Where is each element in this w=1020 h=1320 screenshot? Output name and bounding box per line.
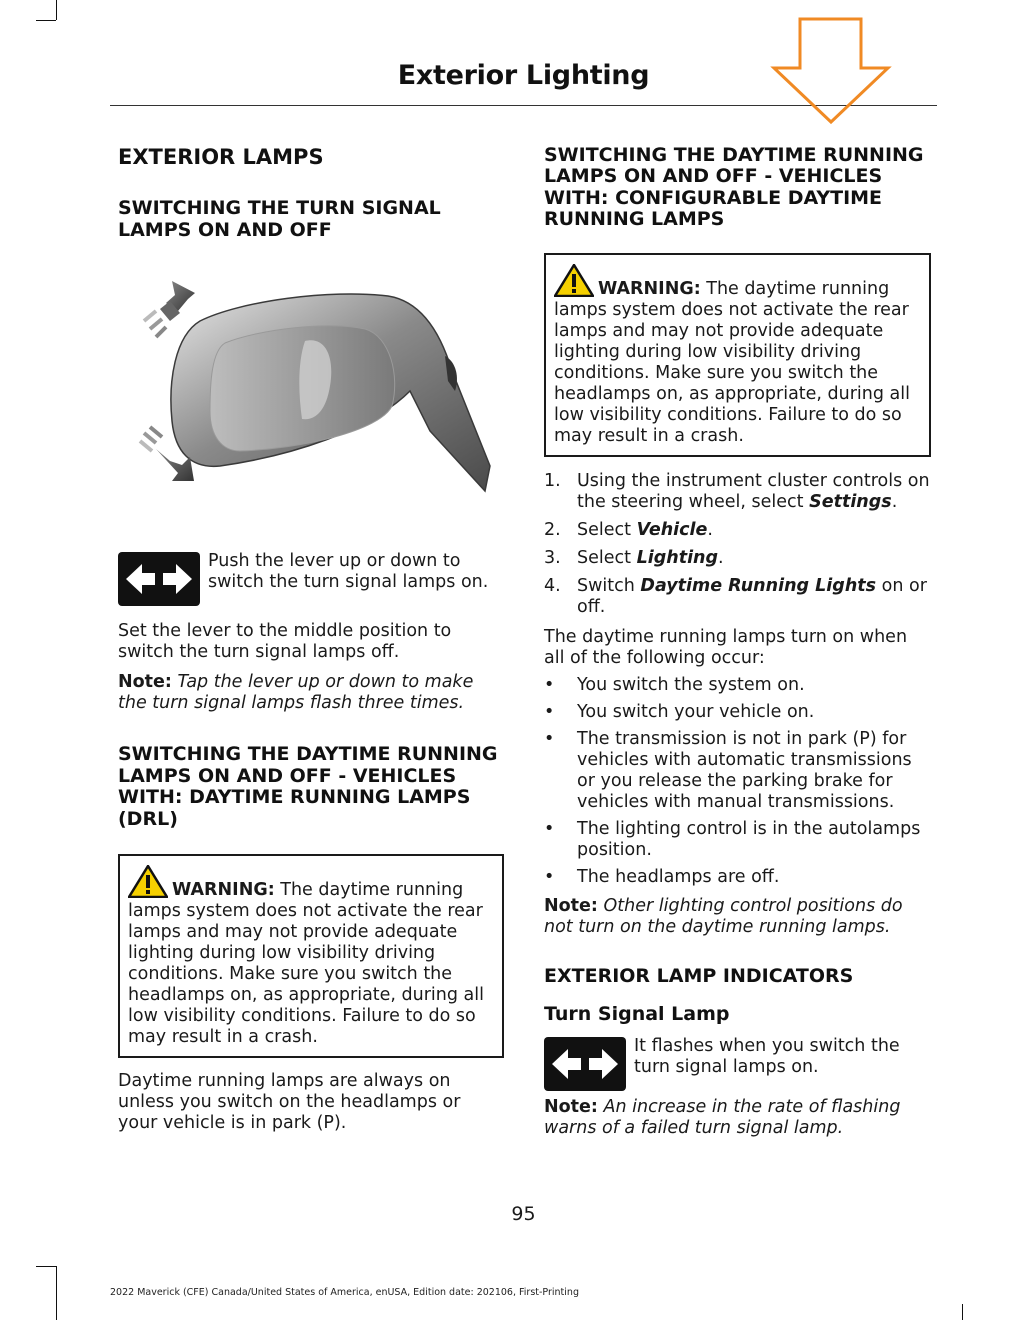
list-item bbox=[544, 548, 931, 569]
step-emphasis: Daytime Running Lights bbox=[640, 575, 877, 596]
step-after: . bbox=[707, 519, 713, 540]
section-heading: EXTERIOR LAMPS bbox=[118, 145, 324, 169]
step-emphasis: Lighting bbox=[636, 547, 719, 568]
bullet-text: The lighting control is in the autolamps position. bbox=[577, 818, 921, 860]
warning-label: WARNING: bbox=[598, 278, 701, 299]
note-text: An increase in the rate of flashing warns of a failed turn signal lamp. bbox=[544, 1097, 901, 1139]
turn-signal-heading: SWITCHING THE TURN SIGNAL LAMPS ON AND OFF bbox=[118, 197, 441, 241]
right-column bbox=[544, 145, 931, 1139]
list-item bbox=[544, 867, 931, 888]
down-arrow-icon bbox=[770, 16, 892, 126]
step-number: 3. bbox=[544, 547, 561, 568]
step-text: Select bbox=[577, 547, 637, 568]
step-emphasis: Vehicle bbox=[636, 519, 708, 540]
middle-position-text: Set the lever to the middle position to switch the turn signal lamps off. bbox=[118, 621, 452, 663]
crop-mark bbox=[56, 0, 57, 20]
bullet: • bbox=[544, 866, 555, 887]
note-text: Other lighting control positions do not turn on the daytime running lamps. bbox=[544, 895, 903, 937]
turn-lamp-indicator bbox=[544, 1036, 931, 1091]
page-title: Exterior Lighting bbox=[397, 60, 650, 91]
warning-label: WARNING: bbox=[172, 880, 275, 900]
bullet-text: The headlamps are off. bbox=[577, 866, 780, 887]
note bbox=[118, 672, 504, 714]
turn-lamp-text: It flashes when you switch the turn signal lamps on. bbox=[634, 1036, 900, 1078]
warning-triangle-icon bbox=[128, 865, 168, 898]
conditions-intro: The daytime running lamps turn on when all of the following occur: bbox=[544, 626, 908, 668]
turn-signal-icon bbox=[544, 1037, 626, 1091]
step-number: 2. bbox=[544, 519, 561, 540]
crop-mark bbox=[962, 1304, 963, 1320]
turn-lamp-heading: Turn Signal Lamp bbox=[544, 1003, 730, 1026]
warning-box bbox=[118, 854, 504, 1058]
page-number: 95 bbox=[511, 1203, 536, 1225]
warning-text: The daytime running lamps system does not activate the rear lamps and may not provide adequate lighting during low visibility driving conditions. Make sure you switch the headlamps on, as appropriate, during all low visibility conditions. Failure to do so may result in a crash. bbox=[554, 278, 911, 446]
bullet-text: The transmission is not in park (P) for vehicles with automatic transmissions or you release the parking brake for vehicles with manual transmissions. bbox=[577, 728, 912, 812]
note-label: Note: bbox=[544, 895, 598, 916]
step-after: . bbox=[718, 547, 724, 568]
turn-signal-lever-illustration bbox=[130, 281, 500, 511]
note bbox=[544, 896, 931, 938]
step-after: . bbox=[891, 491, 898, 512]
note-label: Note: bbox=[118, 672, 172, 693]
note-label: Note: bbox=[544, 1097, 598, 1118]
warning-box bbox=[544, 253, 931, 457]
list-item bbox=[544, 471, 931, 513]
note-text: Tap the lever up or down to make the turn signal lamps flash three times. bbox=[118, 672, 474, 714]
indicators-heading: EXTERIOR LAMP INDICATORS bbox=[544, 964, 854, 987]
turn-signal-instruction bbox=[118, 551, 504, 606]
drl-heading: SWITCHING THE DAYTIME RUNNING LAMPS ON AND OFF - VEHICLES WITH: DAYTIME RUNNING LAMPS (DRL) bbox=[118, 743, 498, 830]
step-text: Using the instrument cluster controls on the steering wheel, select bbox=[577, 470, 930, 512]
crop-mark bbox=[56, 1266, 57, 1320]
turn-signal-icon bbox=[118, 552, 200, 606]
list-item bbox=[544, 819, 931, 861]
step-emphasis: Settings bbox=[809, 491, 892, 512]
step-after: on or off. bbox=[577, 575, 927, 617]
drl-text: Daytime running lamps are always on unless you switch on the headlamps or your vehicle is in park (P). bbox=[118, 1071, 461, 1133]
bullet: • bbox=[544, 701, 555, 722]
list-item bbox=[544, 702, 931, 723]
step-text: Select bbox=[577, 519, 637, 540]
conditions-list bbox=[544, 675, 931, 888]
step-number: 4. bbox=[544, 575, 561, 596]
list-item bbox=[544, 729, 931, 813]
crop-mark bbox=[36, 1266, 56, 1267]
bullet: • bbox=[544, 818, 555, 839]
bullet: • bbox=[544, 728, 555, 749]
left-column bbox=[118, 145, 504, 1134]
bullet: • bbox=[544, 674, 555, 695]
crop-mark bbox=[36, 20, 56, 21]
bullet-text: You switch the system on. bbox=[577, 674, 805, 695]
warning-triangle-icon bbox=[554, 264, 594, 297]
step-text: Switch bbox=[577, 575, 641, 596]
note bbox=[544, 1097, 931, 1139]
step-number: 1. bbox=[544, 470, 561, 491]
configurable-drl-heading: SWITCHING THE DAYTIME RUNNING LAMPS ON AND OFF - VEHICLES WITH: CONFIGURABLE DAYTIME RUNNING LAMPS bbox=[544, 144, 924, 231]
steps-list bbox=[544, 471, 931, 618]
list-item bbox=[544, 576, 931, 618]
list-item bbox=[544, 675, 931, 696]
turn-signal-instruction-text: Push the lever up or down to switch the turn signal lamps on. bbox=[208, 551, 489, 593]
warning-text: The daytime running lamps system does not activate the rear lamps and may not provide adequate lighting during low visibility driving conditions. Make sure you switch the headlamps on, as appropriate, during all low visibility conditions. Failure to do so may result in a crash. bbox=[128, 880, 485, 1047]
bullet-text: You switch your vehicle on. bbox=[577, 701, 815, 722]
list-item bbox=[544, 520, 931, 541]
footer-text: 2022 Maverick (CFE) Canada/United States of America, enUSA, Edition date: 202106, First-Printing bbox=[110, 1287, 579, 1298]
